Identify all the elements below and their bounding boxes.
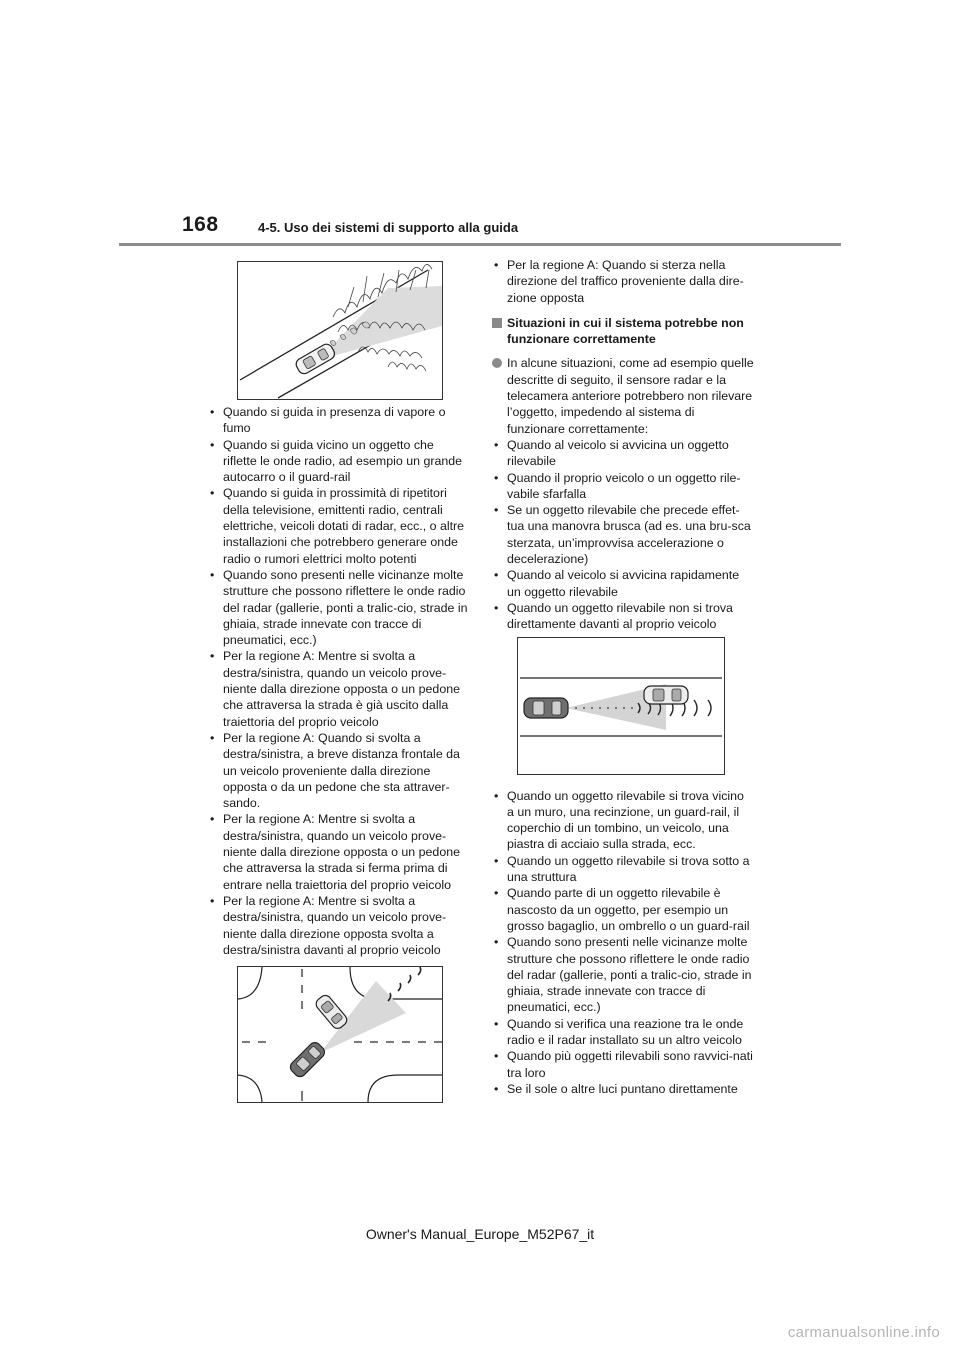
- list-item: • Quando il proprio veicolo o un oggetto rile-vabile sfarfalla: [492, 470, 754, 503]
- left-bullet-list: [208, 404, 470, 958]
- list-item: • Quando più oggetti rilevabili sono ravvici-nati tra loro: [492, 1048, 754, 1081]
- intro-text: In alcune situazioni, come ad esempio quelle descritte di seguito, il sensore radar e la telecamera anteriore potrebbero non rilevare l’oggetto, impedendo al sistema di funzionare correttamente:: [507, 356, 754, 436]
- right-bullet-list-a: [492, 437, 754, 633]
- list-item: • Quando sono presenti nelle vicinanze molte strutture che possono riflettere le onde radio del radar (gallerie, ponti a tralic-cio, strade in ghiaia, strade innevate con tracce di pneumatici, ecc.): [208, 567, 470, 648]
- list-item: • Per la regione A: Quando si sterza nella direzione del traffico proveniente dalla dire-zione opposta: [492, 257, 754, 306]
- square-marker-icon: [492, 318, 502, 328]
- list-item: • Quando al veicolo si avvicina un oggetto rilevabile: [492, 437, 754, 470]
- list-item: • Per la regione A: Mentre si svolta a destra/sinistra, quando un veicolo prove-niente dalla direzione opposta svolta a destra/sinistra davanti al proprio veicolo: [208, 893, 470, 958]
- right-top-bullet-list: [492, 257, 754, 306]
- illustration-intersection-turn: [237, 966, 443, 1103]
- list-item: • Quando al veicolo si avvicina rapidamente un oggetto rilevabile: [492, 567, 754, 600]
- intro-paragraph: [492, 355, 754, 436]
- list-item: • Quando un oggetto rilevabile si trova vicino a un muro, una recinzione, un guard-rail, il coperchio di un tombino, un veicolo, una piastra di acciaio sulla strada, ecc.: [492, 788, 754, 853]
- list-item: • Quando un oggetto rilevabile non si trova direttamente davanti al proprio veicolo: [492, 600, 754, 633]
- list-item: • Per la regione A: Quando si svolta a destra/sinistra, a breve distanza frontale da un veicolo proveniente dalla direzione opposta o da un pedone che sta attraver-sando.: [208, 730, 470, 811]
- list-item: • Quando un oggetto rilevabile si trova sotto a una struttura: [492, 853, 754, 886]
- illustration-smoke: [237, 261, 443, 400]
- list-item: • Quando si guida vicino un oggetto che riflette le onde radio, ad esempio un grande autocarro o il guard-rail: [208, 437, 470, 486]
- list-item: • Quando si guida in presenza di vapore o fumo: [208, 404, 470, 437]
- list-item: • Quando sono presenti nelle vicinanze molte strutture che possono riflettere le onde radio del radar (gallerie, ponti a tralic-cio, strade in ghiaia, strade innevate con tracce di pneumatici, ecc.): [492, 934, 754, 1015]
- list-item: • Quando parte di un oggetto rilevabile è nascosto da un oggetto, per esempio un grosso bagaglio, un ombrello o un guard-rail: [492, 885, 754, 934]
- list-item: • Per la regione A: Mentre si svolta a destra/sinistra, quando un veicolo prove-niente dalla direzione opposta o un pedone che attraversa la strada si ferma prima di entrare nella traiettoria del proprio veicolo: [208, 811, 470, 892]
- subsection-heading: [492, 315, 754, 348]
- header-divider: [119, 243, 841, 246]
- footer-manual-id: Owner's Manual_Europe_M52P67_it: [365, 1226, 595, 1242]
- list-item: • Per la regione A: Mentre si svolta a destra/sinistra, quando un veicolo prove-niente dalla direzione opposta o un pedone che attraversa la strada è già uscito dalla traiettoria del proprio veicolo: [208, 648, 470, 729]
- list-item: • Quando si verifica una reazione tra le onde radio e il radar installato su un altro veicolo: [492, 1016, 754, 1049]
- list-item: • Se un oggetto rilevabile che precede effet-tua una manovra brusca (ad es. una bru-sca sterzata, un’improvvisa accelerazione o decelerazione): [492, 502, 754, 567]
- circle-marker-icon: [492, 358, 502, 368]
- subsection-heading-text: Situazioni in cui il sistema potrebbe non funzionare correttamente: [507, 315, 744, 347]
- right-bullet-list-b: [492, 788, 754, 1098]
- illustration-object-detection: [517, 637, 725, 775]
- page-number: 168: [182, 213, 219, 236]
- watermark: carmanualsonline.info: [787, 1324, 940, 1341]
- left-column: [208, 404, 470, 958]
- section-title: 4-5. Uso dei sistemi di supporto alla guida: [258, 220, 519, 235]
- list-item: • Quando si guida in prossimità di ripetitori della televisione, emittenti radio, centrali elettriche, veicoli dotati di radar, ecc., o altre installazioni che potrebbero generare onde radio o rumori elettrici molto potenti: [208, 485, 470, 566]
- list-item: • Se il sole o altre luci puntano direttamente: [492, 1081, 754, 1097]
